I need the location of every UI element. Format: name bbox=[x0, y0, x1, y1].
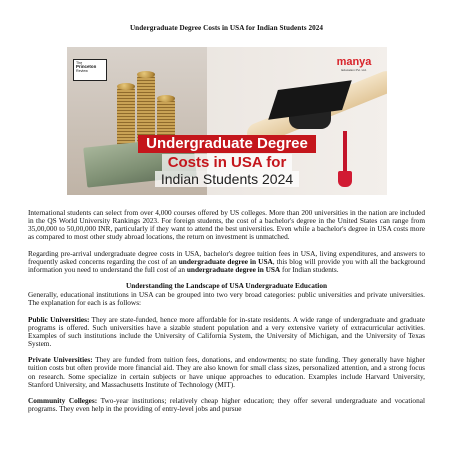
public-universities-paragraph bbox=[28, 316, 425, 349]
banner-headline-line2: Costs in USA for bbox=[162, 154, 293, 171]
hero-banner-image bbox=[67, 47, 387, 195]
banner-headline bbox=[67, 135, 387, 187]
princeton-review-logo bbox=[73, 59, 107, 81]
scope-bold-a: undergraduate degree in USA bbox=[178, 256, 273, 266]
scope-text-c: , this blog will provide you with all the background information you need to understand the full cost of an bbox=[28, 256, 425, 274]
community-colleges-label: Community Colleges: bbox=[28, 395, 98, 405]
public-universities-label: Public Universities: bbox=[28, 314, 90, 324]
manya-logo-tagline: Education Pvt. Ltd. bbox=[341, 68, 367, 72]
banner-headline-line3: Indian Students 2024 bbox=[155, 171, 299, 187]
banner-headline-line1: Undergraduate Degree bbox=[138, 135, 316, 153]
community-colleges-paragraph bbox=[28, 397, 425, 413]
princeton-logo-line3: Review bbox=[76, 69, 88, 73]
private-universities-text: They are funded from tuition fees, donations, and endowments; no state funding. They generally have higher tuition costs but often provide more financial aid. They are also known for small class sizes, personalized attention, and a strong focus on research. Some specialize in certain subjects or have unique approaches to education. Examples include Harvard University, Stanford University, and Massachusetts Institute of Technology (MIT). bbox=[28, 355, 426, 389]
scope-text-e: for Indian students. bbox=[280, 264, 339, 274]
coin-icon bbox=[117, 83, 135, 90]
scope-bold-d: undergraduate degree in USA bbox=[186, 264, 281, 274]
community-colleges-text: Two-year institutions; relatively cheap higher education; they offer several undergraduate and vocational programs. They even help in the providing of entry-level jobs and pursue bbox=[28, 395, 425, 413]
article-body bbox=[28, 209, 425, 421]
public-universities-text: They are state-funded, hence more affordable for in-state residents. A wide range of undergraduate and graduate programs is offered. Such universities have a sizable student population and a very extensive variety of extracurricular activities. Examples of such institutions include the University of California System, the University of Michigan, and the University of Texas System. bbox=[28, 314, 425, 349]
private-universities-paragraph bbox=[28, 356, 425, 389]
manya-logo-name: manya bbox=[336, 56, 372, 68]
scope-paragraph bbox=[28, 250, 425, 274]
document-title: Undergraduate Degree Costs in USA for Indian Students 2024 bbox=[129, 24, 324, 32]
princeton-logo-line1: The bbox=[76, 61, 83, 65]
private-universities-label: Private Universities: bbox=[28, 355, 93, 365]
manya-logo bbox=[323, 57, 385, 75]
landscape-paragraph: Generally, educational institutions in USA can be grouped into two very broad categories: public universities and private universities. The explanation for each is as follows: bbox=[28, 290, 425, 308]
intro-paragraph: International students can select from over 4,000 courses offered by US colleges. More than 200 universities in the nation are included in the QS World University Rankings 2023. For foreign students, the cost of a bachelor's degree in the United States can range from 35,00,000 to 50,00,000 INR, particularly if they want to attend the best universities. Even while a bachelor's degree in USA costs more as compared to most other study abroad locations, the return on investment is unmatched. bbox=[28, 208, 425, 242]
scope-text-a: Regarding pre-arrival undergraduate degree costs in USA, bachelor's degree tuition fees in USA, living expenditures, and answers to frequently asked concerns regarding the cost of an bbox=[28, 248, 425, 266]
princeton-logo-line2: Princeton bbox=[76, 64, 97, 69]
coin-icon bbox=[137, 71, 155, 78]
section-heading: Understanding the Landscape of USA Undergraduate Education bbox=[125, 281, 328, 291]
coin-icon bbox=[157, 95, 175, 102]
